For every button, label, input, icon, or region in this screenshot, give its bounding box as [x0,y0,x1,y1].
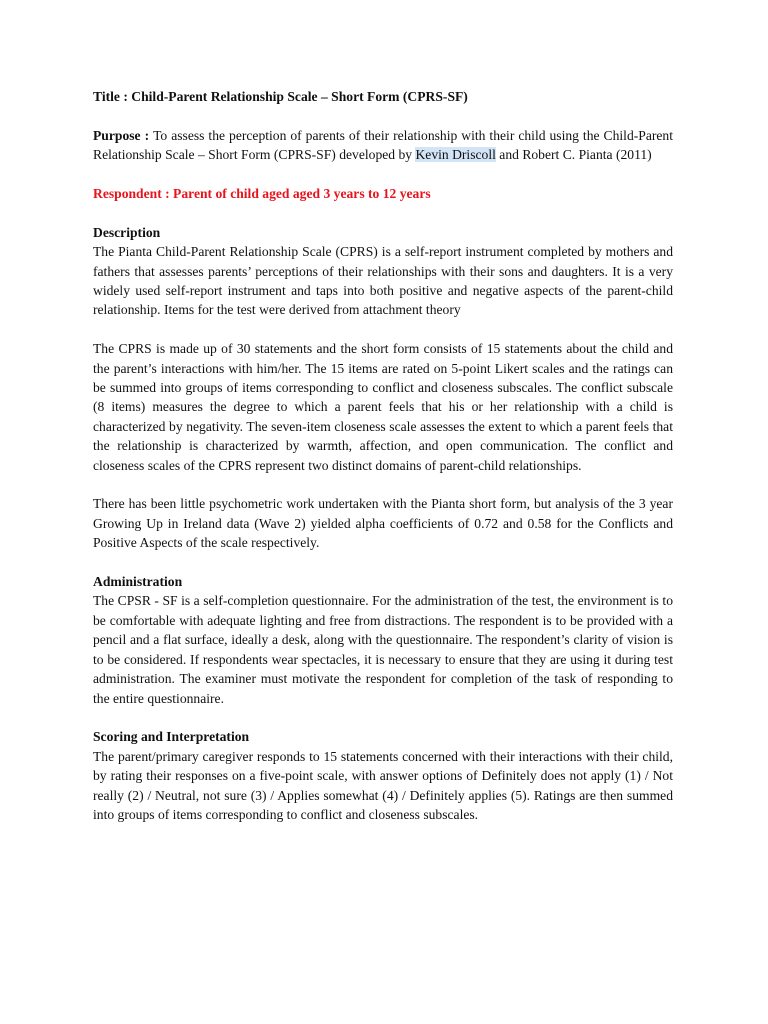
scoring-heading: Scoring and Interpretation [93,729,250,745]
spacer [93,475,673,494]
description-paragraph-3: There has been little psychometric work undertaken with the Pianta short form, but analysis of the 3 year Growing Up in Ireland data (Wave 2) yielded alpha coefficients of 0.72 and 0.58 for the Conflicts and Positive Aspects of the scale respectively. [93,496,673,551]
purpose-paragraph [93,126,673,165]
purpose-label: Purpose : [93,127,154,143]
respondent-line: Respondent : Parent of child aged aged 3 years to 12 years [93,186,431,201]
purpose-text-after: and Robert C. Pianta (2011) [495,147,652,163]
spacer [93,708,673,727]
title-label: Title : [93,89,132,104]
spacer [93,165,673,184]
scoring-paragraph: The parent/primary caregiver responds to 15 statements concerned with their interactions with their child, by rating their responses on a five-point scale, with answer options of Definitely does not apply (1) / Not really (2) / Neutral, not sure (3) / Applies somewhat (4) / Definitely applies (5). Ratings are then summed into groups of items corresponding to conflict and closeness subscales. [93,748,673,822]
title-text: Child-Parent Relationship Scale – Short Form (CPRS-SF) [131,89,468,104]
spacer [93,203,673,222]
spacer [93,320,673,339]
purpose-text-before: To assess the perception of parents of their relationship with their child using the Child-Parent Relationship Scale – Short Form (CPRS-SF) developed by [93,127,673,163]
spacer [93,106,673,125]
description-heading: Description [93,224,161,240]
administration-heading: Administration [93,574,183,590]
selected-text-highlight[interactable]: Kevin Driscoll [415,147,496,163]
document-title [93,87,673,106]
spacer [93,553,673,572]
administration-paragraph: The CPSR - SF is a self-completion questionnaire. For the administration of the test, the environment is to be comfortable with adequate lighting and free from distractions. The respondent is to be provided with a pencil and a flat surface, ideally a desk, along with the questionnaire. The respondent’s clarity of vision is to be considered. If respondents wear spectacles, it is necessary to ensure that they are using it during test administration. The examiner must motivate the respondent for completion of the task of responding to the entire questionnaire. [93,593,673,706]
document-page [93,87,673,824]
description-paragraph-1: The Pianta Child-Parent Relationship Scale (CPRS) is a self-report instrument completed by mothers and fathers that assesses parents’ perceptions of their relationships with their sons and daughters. It is a very widely used self-report instrument and taps into both positive and negative aspects of the parent-child relationship. Items for the test were derived from attachment theory [93,244,673,318]
description-paragraph-2: The CPRS is made up of 30 statements and the short form consists of 15 statements about the child and the parent’s interactions with him/her. The 15 items are rated on 5-point Likert scales and the ratings can be summed into groups of items corresponding to conflict and closeness subscales. The conflict subscale (8 items) measures the degree to which a parent feels that his or her relationship with a child is characterized by negativity. The seven-item closeness scale assesses the extent to which a parent feels that the relationship is characterized by warmth, affection, and open communication. The conflict and closeness scales of the CPRS represent two distinct domains of parent-child relationships. [93,341,673,473]
